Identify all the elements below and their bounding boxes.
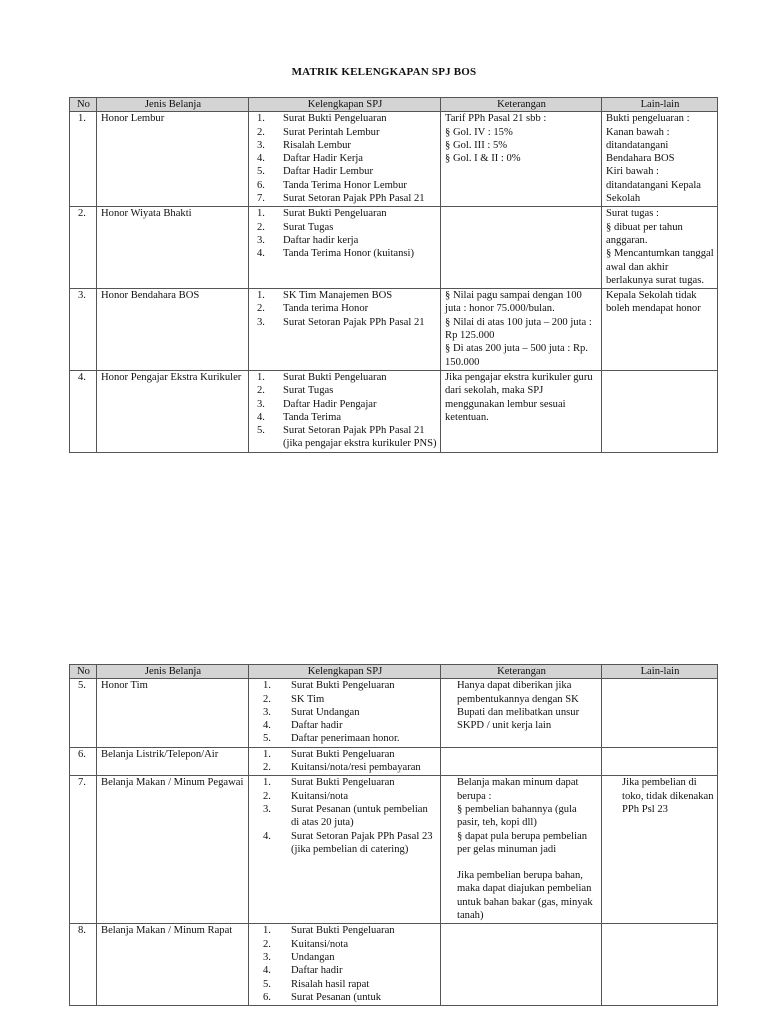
row-number: 5. <box>70 679 97 747</box>
kelengkapan-list <box>253 289 437 329</box>
item-text: SK Tim <box>291 693 325 705</box>
row-keterangan <box>441 289 602 371</box>
item-text: Undangan <box>291 951 335 963</box>
row-keterangan <box>441 112 602 207</box>
item-text: Daftar hadir <box>291 720 343 732</box>
keterangan-line: § Di atas 200 juta – 500 juta : Rp. 150.000 <box>445 343 589 368</box>
item-text: Surat Perintah Lembur <box>283 126 380 138</box>
item-number: 2. <box>263 790 271 802</box>
kelengkapan-item <box>253 316 437 329</box>
keterangan-line: § Nilai di atas 100 juta – 200 juta : Rp 125.000 <box>445 316 592 342</box>
item-text: Kuitansi/nota <box>291 790 349 802</box>
table-row <box>70 924 718 1006</box>
keterangan-line: Hanya dapat diberikan jika pembentukannya dengan SK Bupati dan melibatkan unsur SKPD / unit kerja lain <box>457 680 580 732</box>
item-number: 1. <box>257 208 265 220</box>
kelengkapan-item <box>253 302 437 315</box>
item-text: Surat Bukti Pengeluaran <box>283 208 387 220</box>
keterangan-line: § pembelian bahannya (gula pasir, teh, kopi dll) <box>457 803 577 829</box>
row-number: 2. <box>70 207 97 289</box>
keterangan-line <box>457 856 598 869</box>
item-text: Risalah hasil rapat <box>291 978 370 990</box>
row-jenis-belanja: Belanja Listrik/Telepon/Air <box>97 747 249 776</box>
item-number: 4. <box>257 248 265 260</box>
item-text: Surat Setoran Pajak PPh Pasal 21 (jika pengajar ekstra kurikuler PNS) <box>283 425 437 450</box>
item-number: 3. <box>263 951 271 963</box>
row-kelengkapan-spj <box>249 776 441 924</box>
item-text: Kuitansi/nota/resi pembayaran <box>291 762 421 774</box>
kelengkapan-item <box>253 112 437 125</box>
spj-table-2 <box>69 664 718 1006</box>
keterangan-line: Jika pengajar ekstra kurikuler guru dari sekolah, maka SPJ menggunakan lembur sesuai ketentuan. <box>445 371 593 423</box>
row-kelengkapan-spj <box>249 747 441 776</box>
row-number: 4. <box>70 370 97 452</box>
item-text: Surat Bukti Pengeluaran <box>291 680 395 692</box>
kelengkapan-item <box>253 748 437 761</box>
kelengkapan-item <box>253 192 437 205</box>
item-text: Daftar hadir kerja <box>283 234 359 246</box>
kelengkapan-item <box>253 234 437 247</box>
item-text: Tanda terima Honor <box>283 303 369 315</box>
item-number: 1. <box>257 290 265 302</box>
item-number: 3. <box>257 398 265 410</box>
kelengkapan-item <box>253 152 437 165</box>
keterangan-line: Belanja makan minum dapat berupa : <box>457 777 579 802</box>
item-number: 2. <box>257 303 265 315</box>
kelengkapan-item <box>253 165 437 178</box>
header-lain-lain: Lain-lain <box>602 665 718 679</box>
item-number: 4. <box>257 153 265 165</box>
item-number: 2. <box>263 762 271 774</box>
lain-line: Bukti pengeluaran : Kanan bawah : ditandatangani Bendahara BOS <box>606 113 690 165</box>
item-text: Risalah Lembur <box>283 139 351 151</box>
item-number: 5. <box>257 425 265 437</box>
item-text: Tanda Terima Honor Lembur <box>283 179 407 191</box>
row-kelengkapan-spj <box>249 289 441 371</box>
row-jenis-belanja: Belanja Makan / Minum Rapat <box>97 924 249 1006</box>
item-number: 1. <box>263 925 271 937</box>
item-text: Surat Setoran Pajak PPh Pasal 21 <box>283 193 425 205</box>
page-title: MATRIK KELENGKAPAN SPJ BOS <box>291 66 477 78</box>
lain-line: § Mencantumkan tanggal awal dan akhir berlakunya surat tugas. <box>606 248 714 286</box>
header-keterangan: Keterangan <box>441 98 602 112</box>
item-text: Surat Pesanan (untuk <box>291 991 382 1003</box>
row-keterangan <box>441 207 602 289</box>
kelengkapan-item <box>253 289 437 302</box>
item-number: 1. <box>263 777 271 789</box>
row-lain-lain <box>602 207 718 289</box>
row-kelengkapan-spj <box>249 924 441 1006</box>
header-jenis-belanja: Jenis Belanja <box>97 665 249 679</box>
table-row <box>70 776 718 924</box>
item-text: Surat Bukti Pengeluaran <box>283 113 387 125</box>
header-no: No <box>70 98 97 112</box>
item-text: Surat Undangan <box>291 706 360 718</box>
kelengkapan-item <box>253 126 437 139</box>
kelengkapan-item <box>253 179 437 192</box>
row-lain-lain <box>602 289 718 371</box>
header-kelengkapan-spj: Kelengkapan SPJ <box>249 98 441 112</box>
item-number: 5. <box>257 166 265 178</box>
row-jenis-belanja: Honor Bendahara BOS <box>97 289 249 371</box>
table-row <box>70 679 718 747</box>
kelengkapan-item <box>253 938 437 951</box>
header-kelengkapan-spj: Kelengkapan SPJ <box>249 665 441 679</box>
kelengkapan-item <box>253 951 437 964</box>
item-text: Tanda Terima Honor (kuitansi) <box>283 248 414 260</box>
row-jenis-belanja: Honor Tim <box>97 679 249 747</box>
row-keterangan <box>441 924 602 1006</box>
item-number: 1. <box>263 748 271 760</box>
item-number: 4. <box>257 411 265 423</box>
kelengkapan-item <box>253 761 437 774</box>
item-number: 5. <box>263 978 271 990</box>
kelengkapan-item <box>253 693 437 706</box>
item-text: Surat Bukti Pengeluaran <box>291 925 395 937</box>
row-kelengkapan-spj <box>249 679 441 747</box>
item-text: Surat Bukti Pengeluaran <box>291 748 395 760</box>
row-lain-lain <box>602 747 718 776</box>
table-row <box>70 289 718 371</box>
kelengkapan-item <box>253 790 437 803</box>
kelengkapan-item <box>253 776 437 789</box>
table-row <box>70 370 718 452</box>
item-number: 4. <box>263 965 271 977</box>
row-keterangan <box>441 679 602 747</box>
item-number: 3. <box>263 803 271 815</box>
lain-line: Surat tugas : <box>606 208 659 220</box>
item-number: 1. <box>263 680 271 692</box>
kelengkapan-item <box>253 719 437 732</box>
item-number: 2. <box>257 126 265 138</box>
kelengkapan-item <box>253 803 437 830</box>
lain-line: Kiri bawah : ditandatangani Kepala Sekolah <box>606 166 702 205</box>
table-row <box>70 112 718 207</box>
item-number: 2. <box>257 385 265 397</box>
row-kelengkapan-spj <box>249 112 441 207</box>
item-text: Daftar hadir <box>291 965 343 977</box>
kelengkapan-item <box>253 247 437 260</box>
kelengkapan-item <box>253 924 437 937</box>
item-number: 3. <box>263 706 271 718</box>
item-text: Tanda Terima <box>283 411 342 423</box>
kelengkapan-item <box>253 424 437 451</box>
spj-table-1 <box>69 97 718 453</box>
table-header-row <box>70 98 718 112</box>
item-number: 1. <box>257 113 265 125</box>
kelengkapan-item <box>253 830 437 857</box>
item-number: 3. <box>257 316 265 328</box>
keterangan-line: § Nilai pagu sampai dengan 100 juta : honor 75.000/bulan. <box>445 290 582 315</box>
kelengkapan-list <box>253 924 437 1004</box>
item-text: SK Tim Manajemen BOS <box>283 290 393 302</box>
item-text: Surat Bukti Pengeluaran <box>291 777 395 789</box>
table-row <box>70 747 718 776</box>
keterangan-line: § Gol. III : 5% <box>445 139 508 151</box>
lain-line: § dibuat per tahun anggaran. <box>606 221 683 246</box>
keterangan-line: § dapat pula berupa pembelian per gelas minuman jadi <box>457 830 588 855</box>
kelengkapan-item <box>253 964 437 977</box>
item-number: 1. <box>257 371 265 383</box>
item-number: 2. <box>263 693 271 705</box>
row-jenis-belanja: Honor Lembur <box>97 112 249 207</box>
row-lain-lain <box>602 679 718 747</box>
keterangan-line: § Gol. I & II : 0% <box>445 153 521 165</box>
item-text: Kuitansi/nota <box>291 938 349 950</box>
kelengkapan-item <box>253 991 437 1004</box>
kelengkapan-list <box>253 776 437 856</box>
kelengkapan-item <box>253 978 437 991</box>
row-number: 6. <box>70 747 97 776</box>
kelengkapan-item <box>253 371 437 384</box>
item-text: Surat Pesanan (untuk pembelian di atas 20 juta) <box>291 803 428 829</box>
row-number: 1. <box>70 112 97 207</box>
item-text: Surat Setoran Pajak PPh Pasal 21 <box>283 316 425 328</box>
keterangan-line: § Gol. IV : 15% <box>445 126 513 138</box>
item-text: Surat Tugas <box>283 221 334 233</box>
item-number: 4. <box>263 830 271 842</box>
item-text: Daftar Hadir Lembur <box>283 166 374 178</box>
item-text: Surat Setoran Pajak PPh Pasal 23 (jika pembelian di catering) <box>291 830 433 855</box>
row-keterangan <box>441 747 602 776</box>
item-number: 2. <box>263 938 271 950</box>
header-keterangan: Keterangan <box>441 665 602 679</box>
table-row <box>70 207 718 289</box>
kelengkapan-item <box>253 384 437 397</box>
table-header-row <box>70 665 718 679</box>
keterangan-line: Jika pembelian berupa bahan, maka dapat diajukan pembelian untuk bahan bakar (gas, minyak tanah) <box>457 870 593 922</box>
row-jenis-belanja: Honor Wiyata Bhakti <box>97 207 249 289</box>
item-text: Surat Bukti Pengeluaran <box>283 371 387 383</box>
keterangan-line: Tarif PPh Pasal 21 sbb : <box>445 113 547 125</box>
kelengkapan-item <box>253 221 437 234</box>
item-number: 5. <box>263 733 271 745</box>
row-lain-lain <box>602 924 718 1006</box>
item-number: 6. <box>263 991 271 1003</box>
item-number: 3. <box>257 234 265 246</box>
lain-line: Kepala Sekolah tidak boleh mendapat honor <box>606 290 701 315</box>
header-jenis-belanja: Jenis Belanja <box>97 98 249 112</box>
item-text: Daftar Hadir Pengajar <box>283 398 377 410</box>
lain-line: Jika pembelian di toko, tidak dikenakan PPh Psl 23 <box>622 777 714 815</box>
row-number: 7. <box>70 776 97 924</box>
item-number: 3. <box>257 139 265 151</box>
kelengkapan-list <box>253 112 437 205</box>
row-kelengkapan-spj <box>249 370 441 452</box>
item-text: Daftar penerimaan honor. <box>291 733 400 745</box>
kelengkapan-item <box>253 706 437 719</box>
row-lain-lain <box>602 112 718 207</box>
kelengkapan-item <box>253 207 437 220</box>
kelengkapan-item <box>253 398 437 411</box>
row-number: 8. <box>70 924 97 1006</box>
kelengkapan-list <box>253 207 437 260</box>
row-kelengkapan-spj <box>249 207 441 289</box>
item-text: Daftar Hadir Kerja <box>283 153 363 165</box>
kelengkapan-item <box>253 139 437 152</box>
item-number: 2. <box>257 221 265 233</box>
kelengkapan-item <box>253 679 437 692</box>
row-lain-lain <box>602 370 718 452</box>
item-number: 7. <box>257 193 265 205</box>
kelengkapan-list <box>253 679 437 745</box>
row-number: 3. <box>70 289 97 371</box>
header-lain-lain: Lain-lain <box>602 98 718 112</box>
row-jenis-belanja: Honor Pengajar Ekstra Kurikuler <box>97 370 249 452</box>
row-lain-lain <box>602 776 718 924</box>
row-jenis-belanja: Belanja Makan / Minum Pegawai <box>97 776 249 924</box>
kelengkapan-list <box>253 371 437 451</box>
item-number: 6. <box>257 179 265 191</box>
row-keterangan <box>441 370 602 452</box>
item-number: 4. <box>263 720 271 732</box>
item-text: Surat Tugas <box>283 385 334 397</box>
row-keterangan <box>441 776 602 924</box>
kelengkapan-item <box>253 732 437 745</box>
kelengkapan-list <box>253 748 437 775</box>
header-no: No <box>70 665 97 679</box>
kelengkapan-item <box>253 411 437 424</box>
